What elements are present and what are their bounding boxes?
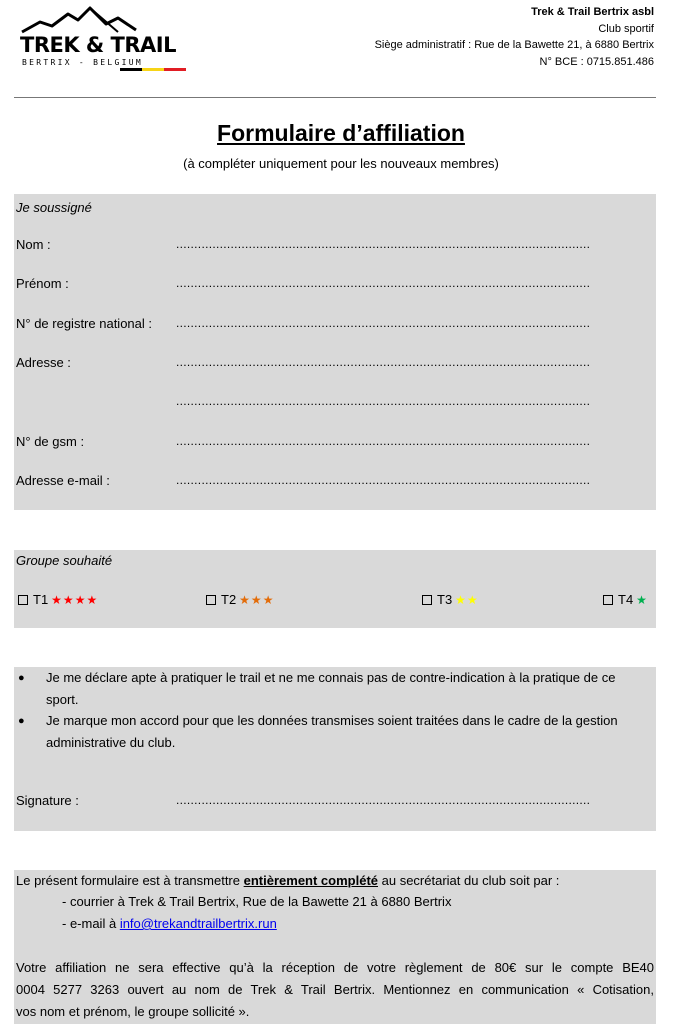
belgian-flag-stripe bbox=[120, 68, 186, 71]
address-field-line2[interactable]: .................................................................................................................. bbox=[176, 394, 591, 408]
email-field[interactable]: .................................................................................................................. bbox=[176, 473, 591, 487]
page-title: Formulaire d’affiliation bbox=[217, 120, 465, 146]
header-address bbox=[375, 4, 654, 70]
declaration-bullet-2 bbox=[14, 710, 656, 754]
instructions-emphasis: entièrement complété bbox=[243, 873, 378, 888]
payment-line2: 0004 5277 3263 ouvert au nom de Trek & Trail Bertrix. Mentionnez en communication « Cotisation, bbox=[16, 982, 654, 997]
bullet-icon: ● bbox=[18, 672, 25, 684]
identity-heading: Je soussigné bbox=[16, 200, 92, 215]
org-bce: N° BCE : 0715.851.486 bbox=[539, 55, 654, 68]
bullet-icon: ● bbox=[18, 715, 25, 727]
instructions-line1 bbox=[16, 870, 654, 892]
address-label: Adresse : bbox=[16, 355, 71, 370]
instructions-section bbox=[14, 870, 656, 1024]
gsm-field[interactable]: .................................................................................................................. bbox=[176, 434, 591, 448]
header-divider bbox=[14, 97, 656, 98]
national-register-field[interactable]: .................................................................................................................. bbox=[176, 316, 591, 330]
group-section bbox=[14, 550, 656, 628]
firstname-label: Prénom : bbox=[16, 276, 69, 291]
page-subtitle: (à compléter uniquement pour les nouveaux membres) bbox=[183, 156, 499, 171]
email-option-pre: - e-mail à bbox=[62, 916, 117, 931]
group-heading: Groupe souhaité bbox=[16, 553, 113, 568]
logo-subtitle: BERTRIX - BELGIUM bbox=[22, 58, 143, 67]
payment-line3: vos nom et prénom, le groupe sollicité ». bbox=[16, 1004, 250, 1019]
group-t4-label: T4 bbox=[618, 592, 634, 607]
org-type: Club sportif bbox=[598, 22, 654, 35]
mail-option: - courrier à Trek & Trail Bertrix, Rue de la Bawette 21 à 6880 Bertrix bbox=[62, 894, 452, 909]
national-register-label: N° de registre national : bbox=[16, 316, 152, 331]
club-logo bbox=[18, 6, 178, 70]
org-address: Siège administratif : Rue de la Bawette 21, à 6880 Bertrix bbox=[374, 39, 654, 51]
star-icons: ★★ bbox=[455, 593, 479, 607]
payment-paragraph bbox=[16, 957, 654, 1023]
declaration-section bbox=[14, 667, 656, 831]
name-field[interactable]: .................................................................................................................. bbox=[176, 237, 591, 251]
bullet2-line2: administrative du club. bbox=[46, 735, 176, 750]
group-t1-label: T1 bbox=[33, 592, 49, 607]
email-link[interactable]: info@trekandtrailbertrix.run bbox=[119, 916, 277, 931]
group-option-t3[interactable] bbox=[422, 592, 479, 607]
logo-title: TREK & TRAIL bbox=[20, 33, 176, 57]
star-icons: ★★★★ bbox=[51, 593, 99, 607]
bullet1-line1: Je me déclare apte à pratiquer le trail et ne me connais pas de contre-indication à la pratique de ce bbox=[46, 670, 616, 685]
org-name: Trek & Trail Bertrix asbl bbox=[531, 6, 654, 18]
instructions-pre: Le présent formulaire est à transmettre bbox=[16, 873, 240, 888]
email-label: Adresse e-mail : bbox=[16, 473, 110, 488]
checkbox-icon[interactable] bbox=[18, 595, 28, 605]
bullet1-line2: sport. bbox=[46, 692, 79, 707]
group-t3-label: T3 bbox=[437, 592, 453, 607]
signature-field[interactable]: .................................................................................................................. bbox=[176, 793, 591, 807]
checkbox-icon[interactable] bbox=[206, 595, 216, 605]
group-option-t2[interactable] bbox=[206, 592, 274, 607]
gsm-label: N° de gsm : bbox=[16, 434, 85, 449]
identity-section bbox=[14, 194, 656, 510]
instructions-post: au secrétariat du club soit par : bbox=[381, 873, 560, 888]
firstname-field[interactable]: .................................................................................................................. bbox=[176, 276, 591, 290]
group-t2-label: T2 bbox=[221, 592, 237, 607]
payment-line1: Votre affiliation ne sera effective qu’à la réception de votre règlement de 80€ sur le compte BE40 bbox=[16, 960, 654, 975]
mountain-icon bbox=[18, 6, 178, 36]
declaration-bullet-1 bbox=[14, 667, 656, 711]
address-field-line1[interactable]: .................................................................................................................. bbox=[176, 355, 591, 369]
bullet2-line1: Je marque mon accord pour que les données transmises soient traitées dans le cadre de la gestion bbox=[46, 713, 618, 728]
signature-label: Signature : bbox=[16, 793, 79, 808]
name-label: Nom : bbox=[16, 237, 51, 252]
star-icons: ★ bbox=[636, 593, 648, 607]
group-option-t1[interactable] bbox=[18, 592, 98, 607]
checkbox-icon[interactable] bbox=[422, 595, 432, 605]
email-option bbox=[62, 913, 277, 935]
star-icons: ★★★ bbox=[239, 593, 275, 607]
group-option-t4[interactable] bbox=[603, 592, 648, 607]
checkbox-icon[interactable] bbox=[603, 595, 613, 605]
